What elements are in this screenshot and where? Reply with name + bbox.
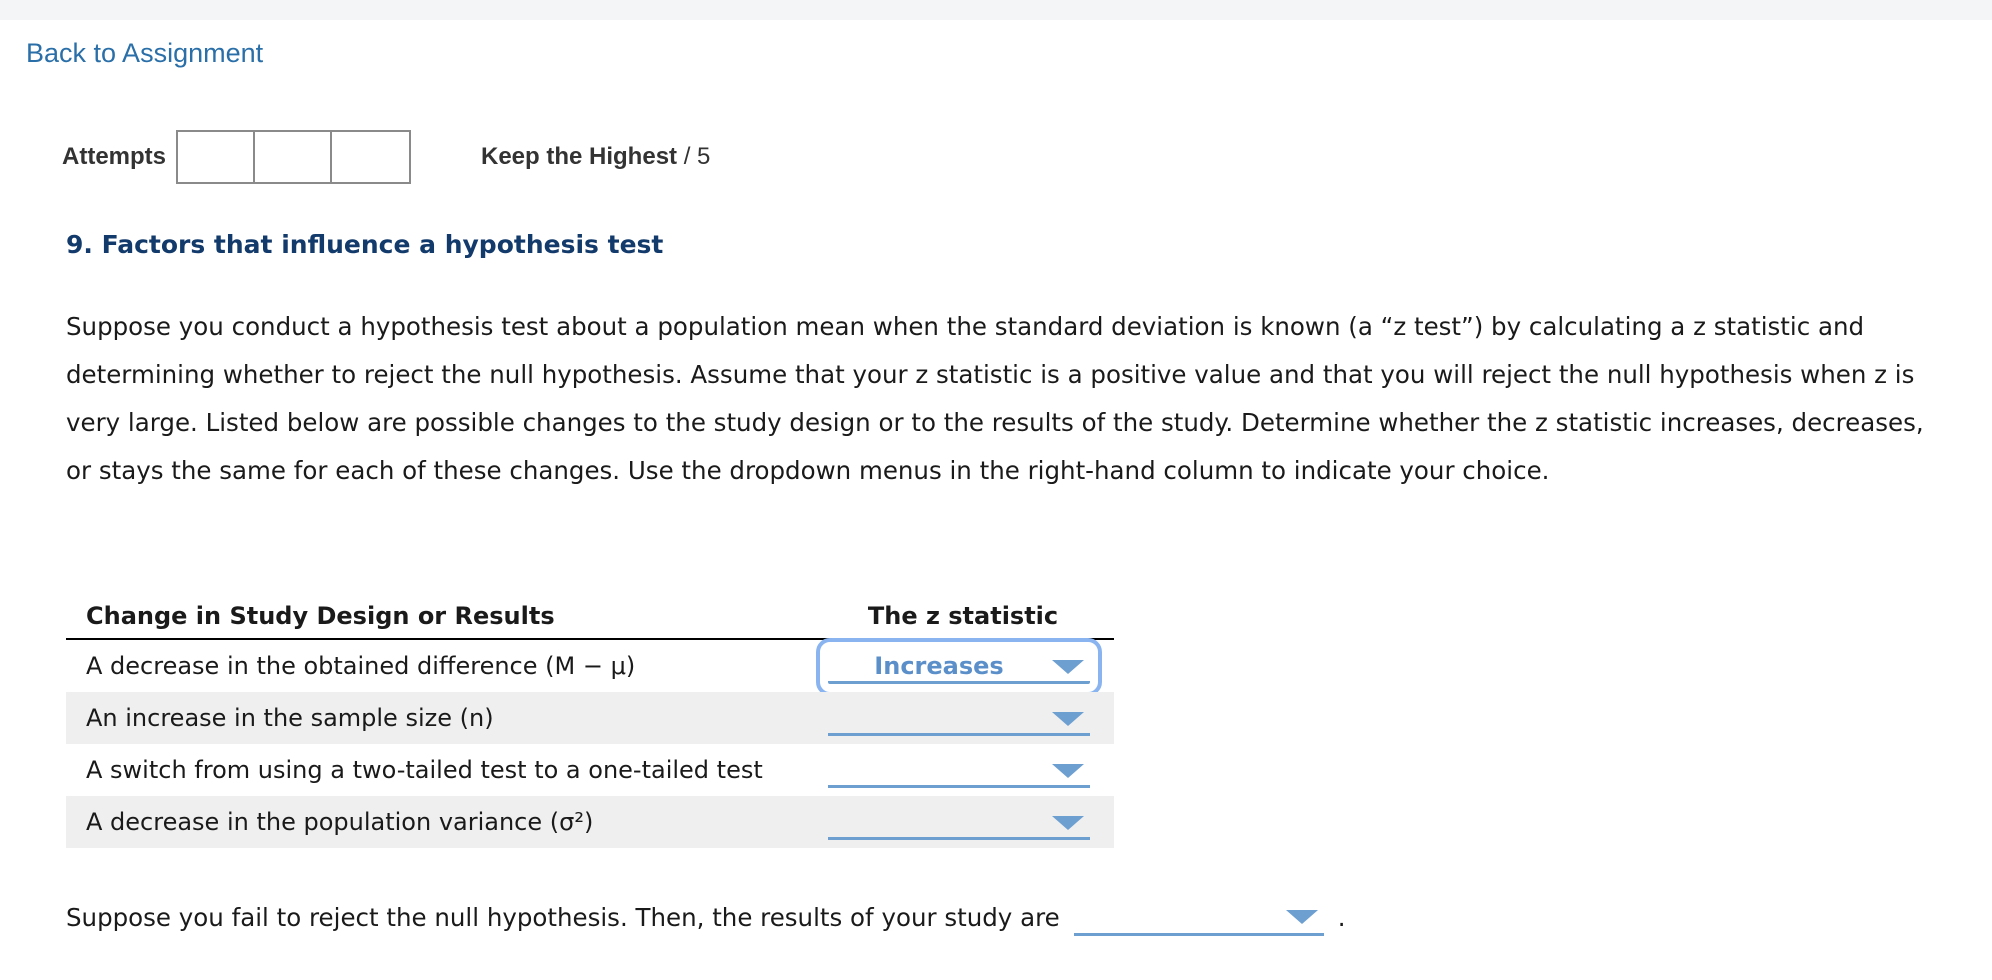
final-question <box>66 900 1345 936</box>
attempt-box-2 <box>255 132 332 182</box>
triangle-down-icon <box>1286 910 1318 924</box>
triangle-down-icon <box>1052 764 1084 778</box>
question-body: Suppose you conduct a hypothesis test about a population mean when the standard deviation is known (a “z test”) by calculating a z statistic and determining whether to reject the null hypothesis. Assume that your z statistic is a positive value and that you will reject the null hypothesis when z is very large. Listed below are possible changes to the study design or to the results of the study. Determine whether the z statistic increases, decreases, or stays the same for each of these changes. Use the dropdown menus in the right-hand column to indicate your choice. <box>66 312 1924 485</box>
attempt-box-3 <box>332 132 409 182</box>
back-to-assignment-link[interactable]: Back to Assignment <box>26 38 264 68</box>
dropdown-value: Increases <box>874 652 1004 680</box>
top-bar <box>0 0 1992 20</box>
triangle-down-icon <box>1052 816 1084 830</box>
row-label: A decrease in the population variance (σ²) <box>86 808 594 836</box>
keep-highest-score <box>481 143 710 171</box>
table-row <box>66 744 1114 796</box>
question-title: 9. Factors that influence a hypothesis test <box>66 230 664 259</box>
answer-table <box>66 594 1114 848</box>
column-header-z-statistic: The z statistic <box>867 602 1059 630</box>
triangle-down-icon <box>1052 660 1084 674</box>
row-label: A decrease in the obtained difference (M − μ) <box>86 652 636 680</box>
score-suffix: / 5 <box>683 143 711 170</box>
z-statistic-dropdown-1[interactable] <box>828 650 1090 684</box>
final-period: . <box>1337 903 1346 932</box>
table-row <box>66 692 1114 744</box>
table-row <box>66 796 1114 848</box>
attempt-boxes <box>176 130 411 184</box>
row-label: A switch from using a two-tailed test to a one-tailed test <box>86 756 763 784</box>
z-statistic-dropdown-3[interactable] <box>828 754 1090 788</box>
table-header <box>66 594 1114 640</box>
z-statistic-dropdown-4[interactable] <box>828 806 1090 840</box>
attempt-box-1 <box>178 132 255 182</box>
triangle-down-icon <box>1052 712 1084 726</box>
column-header-change: Change in Study Design or Results <box>86 602 555 630</box>
keep-highest-label: Keep the Highest <box>481 143 678 170</box>
results-dropdown[interactable] <box>1074 900 1324 936</box>
row-label: An increase in the sample size (n) <box>86 704 494 732</box>
z-statistic-dropdown-2[interactable] <box>828 702 1090 736</box>
attempts-label: Attempts <box>62 143 167 170</box>
table-row <box>66 640 1114 692</box>
final-question-text: Suppose you fail to reject the null hypothesis. Then, the results of your study are <box>66 903 1060 932</box>
attempts-row <box>62 130 411 184</box>
